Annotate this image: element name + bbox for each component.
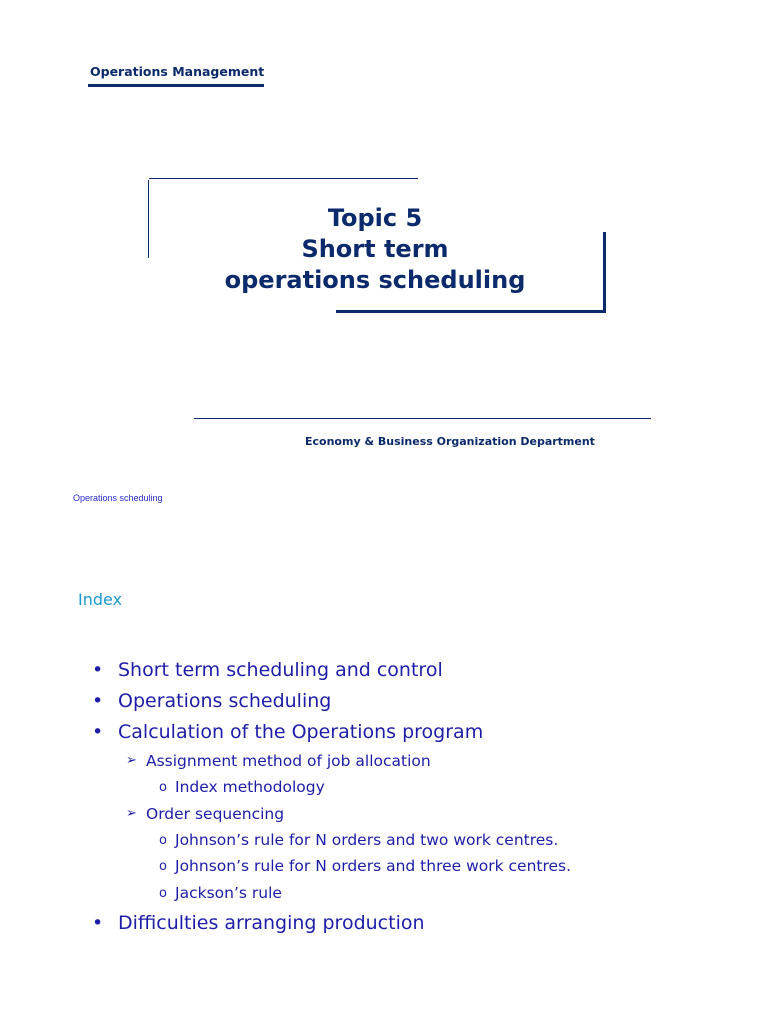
index-list (92, 655, 712, 939)
list-item (92, 717, 712, 748)
department-rule (194, 418, 651, 419)
list-item-text: Index methodology (175, 778, 325, 796)
topic-title-line-1: Topic 5 (327, 204, 423, 232)
topic-title-line-2: Short term (301, 235, 449, 263)
list-item-text: Johnson’s rule for N orders and two work centres. (175, 830, 559, 849)
title-frame-left-line (148, 180, 149, 258)
list-item-text: Order sequencing (146, 804, 285, 823)
bullet-icon: • (92, 912, 104, 934)
title-frame-right-line (603, 232, 606, 312)
list-item (92, 748, 712, 774)
list-item-text: Calculation of the Operations program (118, 721, 484, 743)
list-item (92, 686, 712, 717)
list-item (92, 853, 712, 880)
title-frame-bottom-line (336, 310, 606, 313)
list-item (92, 908, 712, 939)
bullet-icon: • (92, 721, 104, 743)
circle-bullet-icon: o (159, 859, 167, 874)
list-item-text: Short term scheduling and control (118, 659, 443, 681)
list-item (92, 880, 712, 907)
topic-title-line-3: operations scheduling (224, 266, 526, 294)
circle-bullet-icon: o (159, 832, 167, 848)
topic-title (150, 203, 600, 296)
header-underline (88, 84, 264, 87)
bullet-icon: • (92, 659, 104, 681)
bullet-icon: • (92, 690, 104, 712)
header-title: Operations Management (90, 64, 265, 79)
list-item-text: Operations scheduling (118, 690, 332, 712)
list-item-text: Assignment method of job allocation (146, 752, 431, 770)
circle-bullet-icon: o (159, 780, 167, 795)
list-item-text: Johnson’s rule for N orders and three work centres. (175, 857, 572, 875)
list-item (92, 655, 712, 686)
index-title: Index (78, 590, 123, 609)
title-frame-top-line (149, 178, 418, 179)
list-item-text: Difficulties arranging production (118, 912, 425, 934)
arrow-bullet-icon: ➢ (126, 805, 137, 821)
list-item (92, 827, 712, 854)
slide-header: Operations scheduling (73, 493, 163, 503)
list-item-text: Jackson’s rule (175, 883, 282, 902)
arrow-bullet-icon: ➢ (126, 753, 137, 768)
list-item (92, 774, 712, 801)
department-name: Economy & Business Organization Department (305, 435, 595, 448)
list-item (92, 801, 712, 827)
circle-bullet-icon: o (159, 885, 167, 901)
